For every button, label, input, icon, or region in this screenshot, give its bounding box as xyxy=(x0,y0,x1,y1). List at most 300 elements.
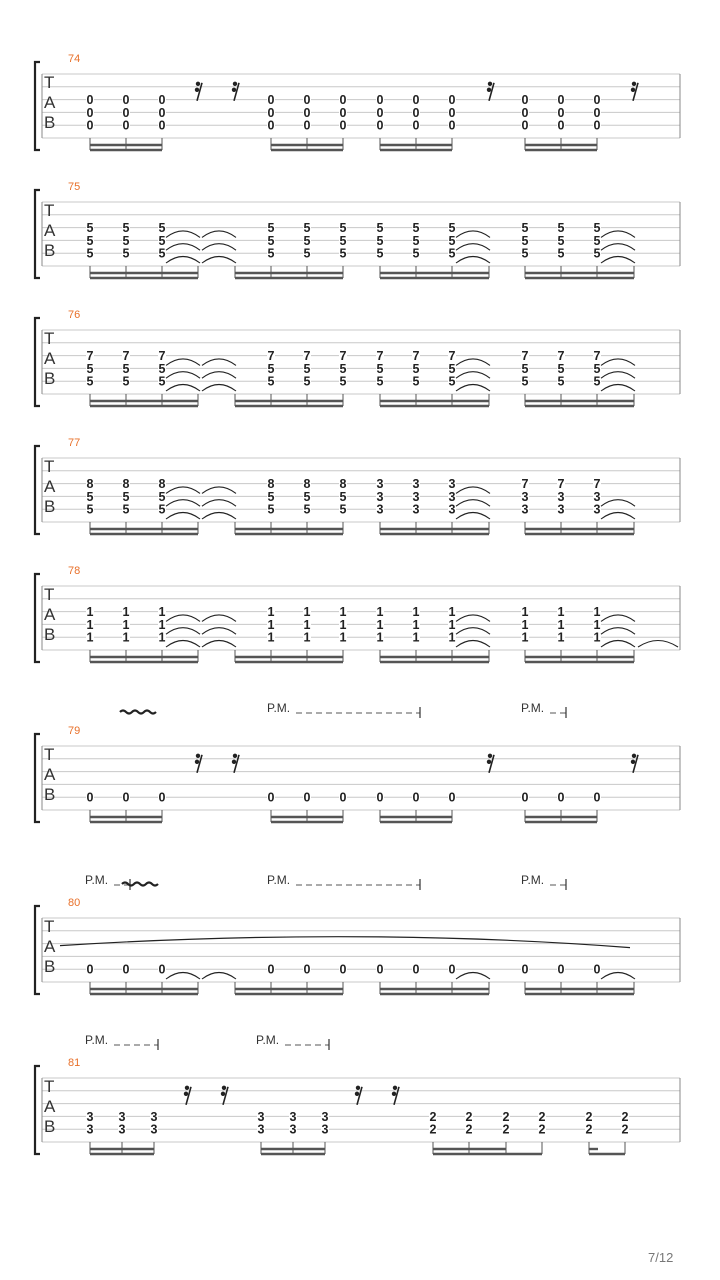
fret-number: 1 xyxy=(303,605,311,620)
fret-number: 5 xyxy=(557,233,565,248)
fret-number: 5 xyxy=(521,233,529,248)
fret-number: 3 xyxy=(321,1109,329,1124)
fret-number: 3 xyxy=(150,1122,158,1137)
tie-arc xyxy=(601,500,635,507)
vibrato-mark xyxy=(120,711,156,714)
fret-number: 0 xyxy=(412,118,420,133)
tab-clef-letter: B xyxy=(44,241,56,260)
tie-arc xyxy=(456,513,490,520)
beam-group xyxy=(525,394,634,406)
beam-group xyxy=(525,982,634,994)
fret-number: 0 xyxy=(412,93,420,108)
fret-number: 1 xyxy=(557,630,565,645)
tab-clef-letter: A xyxy=(44,605,56,624)
fret-number: 1 xyxy=(267,605,275,620)
system-bracket xyxy=(35,62,40,150)
tab-clef-letter: A xyxy=(44,349,56,368)
fret-number: 0 xyxy=(267,105,275,120)
fret-number: 5 xyxy=(86,502,94,517)
fret-number: 5 xyxy=(339,489,347,504)
system-bracket xyxy=(35,446,40,534)
fret-number: 5 xyxy=(376,221,384,236)
fret-number: 5 xyxy=(303,374,311,389)
fret-number: 5 xyxy=(448,221,456,236)
beam-group xyxy=(525,522,634,534)
fret-number: 5 xyxy=(521,246,529,261)
tie-arc xyxy=(202,359,236,366)
fret-number: 5 xyxy=(521,221,529,236)
fret-number: 5 xyxy=(86,374,94,389)
fret-number: 5 xyxy=(122,489,130,504)
tie-arc xyxy=(166,628,200,635)
fret-number: 1 xyxy=(521,605,529,620)
tab-clef-letter: T xyxy=(44,745,55,764)
fret-number: 7 xyxy=(412,349,420,364)
system-74 xyxy=(35,62,680,150)
fret-number: 3 xyxy=(521,489,529,504)
fret-number: 5 xyxy=(448,361,456,376)
fret-number: 5 xyxy=(557,374,565,389)
fret-number: 7 xyxy=(376,349,384,364)
fret-number: 0 xyxy=(376,105,384,120)
fret-number: 2 xyxy=(621,1109,629,1124)
fret-number: 7 xyxy=(267,349,275,364)
rest-flag xyxy=(233,82,237,86)
fret-number: 1 xyxy=(122,630,130,645)
rest-flag xyxy=(196,82,200,86)
rest-flag xyxy=(488,82,492,86)
fret-number: 5 xyxy=(557,361,565,376)
fret-number: 8 xyxy=(267,477,275,492)
system-79 xyxy=(35,707,680,822)
rest-flag xyxy=(632,754,636,758)
tab-clef-letter: B xyxy=(44,957,56,976)
tie-arc xyxy=(456,500,490,507)
fret-number: 5 xyxy=(158,246,166,261)
tab-clef-letter: A xyxy=(44,1097,56,1116)
beam-group xyxy=(235,266,343,278)
tie-arc xyxy=(202,641,236,648)
fret-number: 0 xyxy=(339,790,347,805)
tab-clef-letter: A xyxy=(44,93,56,112)
fret-number: 2 xyxy=(465,1122,473,1137)
tie-arc xyxy=(202,615,236,622)
fret-number: 0 xyxy=(122,93,130,108)
fret-number: 5 xyxy=(86,233,94,248)
system-75 xyxy=(35,190,680,278)
tie-arc xyxy=(456,615,490,622)
beam-group xyxy=(525,138,597,150)
fret-number: 0 xyxy=(557,790,565,805)
tab-clef-letter: T xyxy=(44,1077,55,1096)
fret-number: 0 xyxy=(376,93,384,108)
fret-number: 2 xyxy=(429,1122,437,1137)
palm-mute-label: P.M. xyxy=(256,1033,280,1047)
fret-number: 1 xyxy=(376,617,384,632)
fret-number: 5 xyxy=(303,246,311,261)
fret-number: 7 xyxy=(339,349,347,364)
beam-group xyxy=(271,810,343,822)
tie-arc xyxy=(166,385,200,392)
fret-number: 1 xyxy=(122,605,130,620)
fret-number: 5 xyxy=(412,374,420,389)
fret-number: 5 xyxy=(267,246,275,261)
fret-number: 3 xyxy=(448,477,456,492)
beam-group xyxy=(235,982,343,994)
fret-number: 5 xyxy=(339,221,347,236)
tie-arc xyxy=(601,359,635,366)
fret-number: 0 xyxy=(376,118,384,133)
fret-number: 3 xyxy=(412,489,420,504)
fret-number: 5 xyxy=(86,361,94,376)
tie-arc xyxy=(601,372,635,379)
fret-number: 1 xyxy=(557,605,565,620)
fret-number: 5 xyxy=(448,374,456,389)
fret-number: 5 xyxy=(593,374,601,389)
fret-number: 0 xyxy=(521,790,529,805)
fret-number: 7 xyxy=(86,349,94,364)
fret-number: 0 xyxy=(448,105,456,120)
tab-clef-letter: T xyxy=(44,457,55,476)
fret-number: 7 xyxy=(593,349,601,364)
tie-arc xyxy=(166,257,200,264)
tie-arc xyxy=(202,500,236,507)
fret-number: 5 xyxy=(412,233,420,248)
fret-number: 0 xyxy=(593,790,601,805)
fret-number: 8 xyxy=(303,477,311,492)
fret-number: 3 xyxy=(557,489,565,504)
sixteenth-rest xyxy=(184,1086,191,1105)
fret-number: 0 xyxy=(521,962,529,977)
fret-number: 1 xyxy=(521,617,529,632)
fret-number: 3 xyxy=(412,477,420,492)
beam-group xyxy=(90,394,198,406)
fret-number: 3 xyxy=(593,489,601,504)
system-81 xyxy=(35,1039,680,1154)
fret-number: 5 xyxy=(303,489,311,504)
sixteenth-rest xyxy=(631,82,638,101)
fret-number: 3 xyxy=(118,1109,126,1124)
fret-number: 5 xyxy=(86,221,94,236)
tie-arc xyxy=(166,231,200,238)
fret-number: 5 xyxy=(122,233,130,248)
system-bracket xyxy=(35,906,40,994)
tab-clef-letter: B xyxy=(44,113,56,132)
fret-number: 0 xyxy=(593,118,601,133)
fret-number: 0 xyxy=(303,93,311,108)
fret-number: 5 xyxy=(267,489,275,504)
beam-group xyxy=(235,394,343,406)
fret-number: 0 xyxy=(86,105,94,120)
fret-number: 1 xyxy=(339,617,347,632)
tie-arc xyxy=(601,615,635,622)
beam-group xyxy=(90,138,162,150)
fret-number: 1 xyxy=(339,605,347,620)
tie-arc xyxy=(601,973,635,980)
fret-number: 0 xyxy=(267,93,275,108)
tab-clef-letter: B xyxy=(44,369,56,388)
fret-number: 0 xyxy=(593,105,601,120)
tab-clef-letter: B xyxy=(44,1117,56,1136)
tie-arc xyxy=(601,628,635,635)
fret-number: 5 xyxy=(158,221,166,236)
beam-group xyxy=(90,1142,154,1154)
fret-number: 1 xyxy=(86,630,94,645)
fret-number: 1 xyxy=(448,617,456,632)
fret-number: 0 xyxy=(448,118,456,133)
fret-number: 5 xyxy=(412,221,420,236)
fret-number: 5 xyxy=(557,221,565,236)
tie-arc xyxy=(202,513,236,520)
fret-number: 5 xyxy=(593,221,601,236)
fret-number: 5 xyxy=(339,502,347,517)
tie-arc xyxy=(456,385,490,392)
sixteenth-rest xyxy=(487,754,494,773)
fret-number: 0 xyxy=(412,790,420,805)
fret-number: 5 xyxy=(158,489,166,504)
tie-arc xyxy=(202,628,236,635)
fret-number: 0 xyxy=(557,105,565,120)
rest-flag xyxy=(221,1092,225,1096)
fret-number: 7 xyxy=(158,349,166,364)
fret-number: 5 xyxy=(593,233,601,248)
sixteenth-rest xyxy=(232,754,239,773)
tab-clef-letter: A xyxy=(44,937,56,956)
fret-number: 8 xyxy=(122,477,130,492)
fret-number: 5 xyxy=(448,246,456,261)
fret-number: 0 xyxy=(122,118,130,133)
fret-number: 7 xyxy=(521,349,529,364)
fret-number: 1 xyxy=(593,617,601,632)
beam-group xyxy=(525,650,634,662)
tie-arc xyxy=(601,641,635,648)
measure-number: 77 xyxy=(68,437,81,449)
fret-number: 0 xyxy=(86,118,94,133)
fret-number: 1 xyxy=(158,630,166,645)
fret-number: 3 xyxy=(557,502,565,517)
fret-number: 0 xyxy=(158,105,166,120)
fret-number: 1 xyxy=(122,617,130,632)
palm-mute-label: P.M. xyxy=(85,1033,109,1047)
beam-group xyxy=(380,394,489,406)
fret-number: 0 xyxy=(122,962,130,977)
fret-number: 0 xyxy=(521,118,529,133)
rest-flag xyxy=(393,1086,397,1090)
rest-flag xyxy=(631,760,635,764)
fret-number: 1 xyxy=(593,630,601,645)
system-76 xyxy=(35,318,680,406)
fret-number: 1 xyxy=(267,617,275,632)
tab-clef-letter: T xyxy=(44,73,55,92)
rest-flag xyxy=(232,760,236,764)
fret-number: 1 xyxy=(267,630,275,645)
palm-mute-label: P.M. xyxy=(521,873,545,887)
tab-clef-letter: T xyxy=(44,585,55,604)
fret-number: 2 xyxy=(465,1109,473,1124)
beam-group xyxy=(90,522,198,534)
rest-flag xyxy=(631,88,635,92)
beam-group xyxy=(525,266,634,278)
fret-number: 3 xyxy=(257,1122,265,1137)
fret-number: 3 xyxy=(86,1122,94,1137)
fret-number: 5 xyxy=(122,361,130,376)
fret-number: 3 xyxy=(376,477,384,492)
beam-group xyxy=(235,522,343,534)
fret-number: 5 xyxy=(158,361,166,376)
rest-flag xyxy=(233,754,237,758)
fret-number: 0 xyxy=(303,962,311,977)
fret-number: 1 xyxy=(448,630,456,645)
tie-arc xyxy=(456,257,490,264)
tie-arc xyxy=(456,359,490,366)
tab-clef-letter: B xyxy=(44,625,56,644)
beam-group xyxy=(380,982,489,994)
fret-number: 0 xyxy=(303,790,311,805)
fret-number: 1 xyxy=(86,605,94,620)
tie-arc xyxy=(166,513,200,520)
fret-number: 7 xyxy=(122,349,130,364)
tie-arc xyxy=(166,500,200,507)
fret-number: 7 xyxy=(521,477,529,492)
fret-number: 0 xyxy=(267,962,275,977)
fret-number: 0 xyxy=(557,118,565,133)
beam-group xyxy=(90,810,162,822)
fret-number: 5 xyxy=(267,361,275,376)
fret-number: 5 xyxy=(267,233,275,248)
fret-number: 3 xyxy=(289,1109,297,1124)
fret-number: 0 xyxy=(86,962,94,977)
sixteenth-rest xyxy=(195,82,202,101)
fret-number: 3 xyxy=(448,502,456,517)
fret-number: 5 xyxy=(122,221,130,236)
measure-number: 75 xyxy=(68,181,81,193)
tie-arc xyxy=(456,973,490,980)
fret-number: 2 xyxy=(502,1109,510,1124)
fret-number: 0 xyxy=(557,962,565,977)
fret-number: 1 xyxy=(412,630,420,645)
fret-number: 0 xyxy=(339,105,347,120)
fret-number: 1 xyxy=(412,605,420,620)
tab-clef-letter: A xyxy=(44,221,56,240)
tie-arc xyxy=(166,244,200,251)
tab-clef-letter: A xyxy=(44,765,56,784)
fret-number: 3 xyxy=(321,1122,329,1137)
fret-number: 5 xyxy=(593,246,601,261)
tie-arc xyxy=(202,257,236,264)
fret-number: 1 xyxy=(86,617,94,632)
sixteenth-rest xyxy=(232,82,239,101)
fret-number: 3 xyxy=(257,1109,265,1124)
tie-arc xyxy=(456,244,490,251)
fret-number: 1 xyxy=(158,617,166,632)
palm-mute-label: P.M. xyxy=(521,701,545,715)
rest-flag xyxy=(487,760,491,764)
fret-number: 0 xyxy=(448,962,456,977)
rest-flag xyxy=(392,1092,396,1096)
fret-number: 8 xyxy=(86,477,94,492)
fret-number: 5 xyxy=(86,489,94,504)
fret-number: 0 xyxy=(303,105,311,120)
fret-number: 0 xyxy=(339,118,347,133)
fret-number: 3 xyxy=(521,502,529,517)
fret-number: 1 xyxy=(557,617,565,632)
fret-number: 5 xyxy=(593,361,601,376)
fret-number: 3 xyxy=(593,502,601,517)
fret-number: 5 xyxy=(376,361,384,376)
beam-group xyxy=(261,1142,325,1154)
tab-clef-letter: T xyxy=(44,917,55,936)
fret-number: 0 xyxy=(448,93,456,108)
fret-number: 0 xyxy=(158,962,166,977)
fret-number: 5 xyxy=(158,502,166,517)
fret-number: 2 xyxy=(585,1109,593,1124)
fret-number: 3 xyxy=(150,1109,158,1124)
tie-arc xyxy=(601,244,635,251)
fret-number: 0 xyxy=(303,118,311,133)
tie-arc xyxy=(456,628,490,635)
system-77 xyxy=(35,446,680,534)
fret-number: 0 xyxy=(158,118,166,133)
tab-clef-letter: B xyxy=(44,497,56,516)
fret-number: 5 xyxy=(122,246,130,261)
beam-group xyxy=(90,650,198,662)
fret-number: 0 xyxy=(376,790,384,805)
long-slur xyxy=(60,937,630,948)
fret-number: 2 xyxy=(585,1122,593,1137)
sixteenth-rest xyxy=(355,1086,362,1105)
beam-group xyxy=(525,810,597,822)
tie-arc xyxy=(202,385,236,392)
fret-number: 3 xyxy=(448,489,456,504)
fret-number: 7 xyxy=(448,349,456,364)
fret-number: 5 xyxy=(303,361,311,376)
measure-number: 76 xyxy=(68,309,81,321)
sixteenth-rest xyxy=(392,1086,399,1105)
rest-flag xyxy=(356,1086,360,1090)
system-bracket xyxy=(35,1066,40,1154)
fret-number: 2 xyxy=(502,1122,510,1137)
fret-number: 5 xyxy=(339,246,347,261)
fret-number: 5 xyxy=(267,221,275,236)
rest-flag xyxy=(487,88,491,92)
fret-number: 5 xyxy=(303,221,311,236)
beam-group xyxy=(380,138,452,150)
tab-clef-letter: T xyxy=(44,329,55,348)
tie-arc xyxy=(166,487,200,494)
fret-number: 1 xyxy=(448,605,456,620)
palm-mute-label: P.M. xyxy=(267,701,291,715)
fret-number: 0 xyxy=(521,93,529,108)
beam-group xyxy=(271,138,343,150)
palm-mute-label: P.M. xyxy=(267,873,291,887)
tie-arc xyxy=(456,372,490,379)
fret-number: 1 xyxy=(303,617,311,632)
fret-number: 1 xyxy=(376,630,384,645)
sixteenth-rest xyxy=(195,754,202,773)
fret-number: 0 xyxy=(122,790,130,805)
fret-number: 5 xyxy=(86,246,94,261)
fret-number: 1 xyxy=(376,605,384,620)
sixteenth-rest xyxy=(487,82,494,101)
fret-number: 5 xyxy=(412,246,420,261)
tie-arc xyxy=(202,973,236,980)
fret-number: 5 xyxy=(557,246,565,261)
fret-number: 5 xyxy=(521,374,529,389)
measure-number: 79 xyxy=(68,725,81,737)
fret-number: 7 xyxy=(593,477,601,492)
beam-group xyxy=(380,810,452,822)
palm-mute-label: P.M. xyxy=(85,873,109,887)
